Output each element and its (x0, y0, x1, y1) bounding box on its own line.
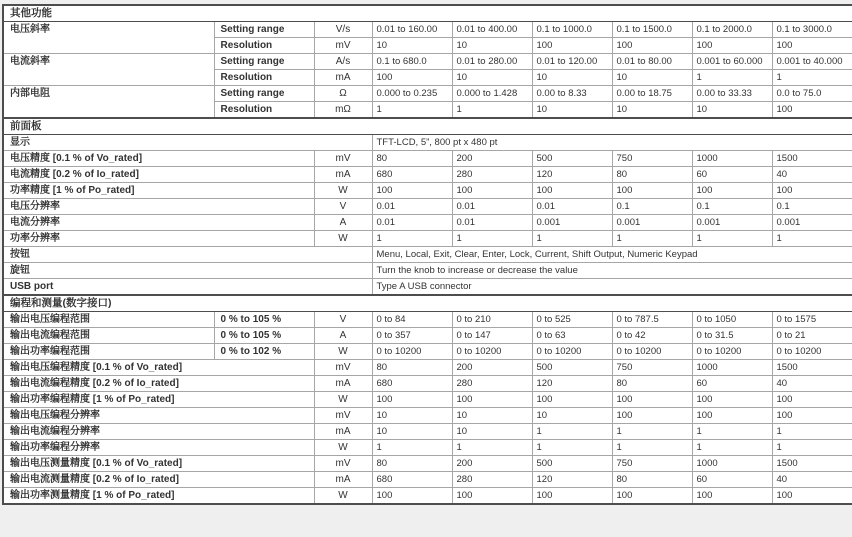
value-cell: 1 (692, 70, 772, 86)
value-cell: 0.001 to 60.000 (692, 54, 772, 70)
table-row (3, 22, 852, 38)
value-cell: 100 (452, 488, 532, 505)
value-cell: 100 (612, 408, 692, 424)
value-cell: 280 (452, 167, 532, 183)
value-cell: 10 (692, 102, 772, 119)
value-cell: 100 (692, 408, 772, 424)
value-cell: Menu, Local, Exit, Clear, Enter, Lock, Current, Shift Output, Numeric Keypad (372, 247, 852, 263)
value-cell: 100 (532, 488, 612, 505)
unit-cell: mA (314, 424, 372, 440)
value-cell: 100 (772, 408, 852, 424)
table-row (3, 456, 852, 472)
section-header: 其他功能 (3, 5, 852, 22)
row-label: 输出电压测量精度 [0.1 % of Vo_rated] (3, 456, 314, 472)
sub-label: 0 % to 102 % (214, 344, 314, 360)
value-cell: 1 (772, 440, 852, 456)
value-cell: 80 (372, 151, 452, 167)
value-cell: 40 (772, 376, 852, 392)
value-cell: 1500 (772, 456, 852, 472)
unit-cell: W (314, 440, 372, 456)
value-cell: 1 (772, 70, 852, 86)
row-label: 输出电流编程精度 [0.2 % of Io_rated] (3, 376, 314, 392)
value-cell: 100 (772, 488, 852, 505)
unit-cell: A (314, 215, 372, 231)
value-cell: 0 to 31.5 (692, 328, 772, 344)
value-cell: 280 (452, 472, 532, 488)
sub-label: 0 % to 105 % (214, 312, 314, 328)
value-cell: 0 to 10200 (452, 344, 532, 360)
table-row (3, 472, 852, 488)
table-row (3, 135, 852, 151)
unit-cell: mA (314, 472, 372, 488)
row-label: 显示 (3, 135, 372, 151)
value-cell: 0.001 (532, 215, 612, 231)
value-cell: 1 (532, 440, 612, 456)
unit-cell: mΩ (314, 102, 372, 119)
unit-cell: A/s (314, 54, 372, 70)
value-cell: 0.01 (452, 215, 532, 231)
value-cell: 0.01 to 160.00 (372, 22, 452, 38)
table-row (3, 424, 852, 440)
value-cell: 0.01 to 80.00 (612, 54, 692, 70)
table-row (3, 231, 852, 247)
value-cell: 10 (452, 408, 532, 424)
unit-cell: W (314, 231, 372, 247)
sub-label: Resolution (214, 102, 314, 119)
unit-cell: mV (314, 408, 372, 424)
value-cell: 10 (452, 70, 532, 86)
value-cell: 0.001 (772, 215, 852, 231)
row-label: 输出电流编程分辨率 (3, 424, 314, 440)
sub-label: 0 % to 105 % (214, 328, 314, 344)
value-cell: TFT-LCD, 5”, 800 pt x 480 pt (372, 135, 852, 151)
value-cell: 100 (692, 183, 772, 199)
value-cell: 1500 (772, 360, 852, 376)
value-cell: 680 (372, 167, 452, 183)
value-cell: 40 (772, 167, 852, 183)
value-cell: 10 (532, 408, 612, 424)
row-label: 电流精度 [0.2 % of Io_rated] (3, 167, 314, 183)
value-cell: 0.1 to 680.0 (372, 54, 452, 70)
row-label: 功率精度 [1 % of Po_rated] (3, 183, 314, 199)
value-cell: 0.001 to 40.000 (772, 54, 852, 70)
sub-label: Setting range (214, 22, 314, 38)
table-row (3, 440, 852, 456)
table-row (3, 328, 852, 344)
row-label: 输出电流编程范围 (3, 328, 214, 344)
unit-cell: Ω (314, 86, 372, 102)
value-cell: 1 (612, 440, 692, 456)
value-cell: 100 (452, 392, 532, 408)
row-label: 功率分辨率 (3, 231, 314, 247)
value-cell: 1 (532, 424, 612, 440)
value-cell: 10 (372, 38, 452, 54)
table-row (3, 488, 852, 505)
value-cell: 10 (612, 102, 692, 119)
table-row (3, 215, 852, 231)
value-cell: 10 (452, 38, 532, 54)
table-row (3, 408, 852, 424)
value-cell: 100 (532, 38, 612, 54)
unit-cell: mA (314, 167, 372, 183)
value-cell: 0.01 (532, 199, 612, 215)
unit-cell: mV (314, 151, 372, 167)
value-cell: 10 (532, 102, 612, 119)
row-label: 输出功率测量精度 [1 % of Po_rated] (3, 488, 314, 505)
value-cell: 500 (532, 151, 612, 167)
value-cell: Turn the knob to increase or decrease the value (372, 263, 852, 279)
unit-cell: mA (314, 376, 372, 392)
value-cell: 100 (692, 488, 772, 505)
row-label: USB port (3, 279, 372, 296)
value-cell: 0.01 (452, 199, 532, 215)
value-cell: Type A USB connector (372, 279, 852, 296)
value-cell: 0 to 357 (372, 328, 452, 344)
table-row (3, 183, 852, 199)
table-row (3, 344, 852, 360)
value-cell: 1 (452, 231, 532, 247)
row-label: 电流分辨率 (3, 215, 314, 231)
value-cell: 0.1 (772, 199, 852, 215)
value-cell: 10 (372, 424, 452, 440)
value-cell: 750 (612, 456, 692, 472)
value-cell: 80 (612, 167, 692, 183)
value-cell: 200 (452, 360, 532, 376)
row-label: 输出电压编程分辨率 (3, 408, 314, 424)
value-cell: 0.1 to 3000.0 (772, 22, 852, 38)
value-cell: 1 (372, 102, 452, 119)
row-label: 输出电压编程精度 [0.1 % of Vo_rated] (3, 360, 314, 376)
row-label: 输出功率编程精度 [1 % of Po_rated] (3, 392, 314, 408)
value-cell: 0 to 787.5 (612, 312, 692, 328)
value-cell: 1 (692, 440, 772, 456)
value-cell: 0.01 to 280.00 (452, 54, 532, 70)
value-cell: 10 (612, 70, 692, 86)
value-cell: 500 (532, 456, 612, 472)
value-cell: 100 (372, 183, 452, 199)
value-cell: 100 (612, 38, 692, 54)
value-cell: 80 (612, 472, 692, 488)
value-cell: 0 to 84 (372, 312, 452, 328)
unit-cell: V (314, 199, 372, 215)
value-cell: 1 (612, 424, 692, 440)
unit-cell: W (314, 183, 372, 199)
table-row (3, 54, 852, 70)
value-cell: 0.1 to 1500.0 (612, 22, 692, 38)
value-cell: 680 (372, 376, 452, 392)
value-cell: 1 (612, 231, 692, 247)
section-row (3, 5, 852, 22)
value-cell: 40 (772, 472, 852, 488)
value-cell: 1 (372, 440, 452, 456)
value-cell: 0.00 to 33.33 (692, 86, 772, 102)
value-cell: 10 (452, 424, 532, 440)
value-cell: 1 (772, 424, 852, 440)
unit-cell: A (314, 328, 372, 344)
unit-cell: mV (314, 456, 372, 472)
value-cell: 80 (612, 376, 692, 392)
value-cell: 0.000 to 1.428 (452, 86, 532, 102)
value-cell: 0 to 210 (452, 312, 532, 328)
value-cell: 120 (532, 376, 612, 392)
value-cell: 1000 (692, 151, 772, 167)
row-label: 输出电压编程范围 (3, 312, 214, 328)
value-cell: 100 (612, 392, 692, 408)
section-row (3, 295, 852, 312)
table-row (3, 199, 852, 215)
unit-cell: W (314, 488, 372, 505)
section-header: 编程和测量(数字接口) (3, 295, 852, 312)
value-cell: 100 (772, 392, 852, 408)
value-cell: 60 (692, 472, 772, 488)
value-cell: 0 to 10200 (612, 344, 692, 360)
value-cell: 0 to 525 (532, 312, 612, 328)
section-header: 前面板 (3, 118, 852, 135)
value-cell: 0.1 to 2000.0 (692, 22, 772, 38)
value-cell: 0 to 1050 (692, 312, 772, 328)
value-cell: 0 to 10200 (532, 344, 612, 360)
value-cell: 0.01 to 120.00 (532, 54, 612, 70)
unit-cell: W (314, 392, 372, 408)
value-cell: 100 (772, 183, 852, 199)
value-cell: 1 (452, 440, 532, 456)
value-cell: 0.000 to 0.235 (372, 86, 452, 102)
table-row (3, 263, 852, 279)
value-cell: 280 (452, 376, 532, 392)
value-cell: 100 (452, 183, 532, 199)
row-label: 输出功率编程分辨率 (3, 440, 314, 456)
sub-label: Resolution (214, 38, 314, 54)
value-cell: 0 to 63 (532, 328, 612, 344)
value-cell: 100 (372, 488, 452, 505)
table-row (3, 151, 852, 167)
value-cell: 750 (612, 360, 692, 376)
value-cell: 0.01 (372, 215, 452, 231)
sub-label: Setting range (214, 86, 314, 102)
value-cell: 0 to 10200 (692, 344, 772, 360)
value-cell: 100 (532, 183, 612, 199)
value-cell: 100 (532, 392, 612, 408)
value-cell: 0.00 to 8.33 (532, 86, 612, 102)
value-cell: 100 (692, 392, 772, 408)
value-cell: 100 (372, 70, 452, 86)
value-cell: 60 (692, 376, 772, 392)
row-label: 电压分辨率 (3, 199, 314, 215)
value-cell: 80 (372, 360, 452, 376)
row-label: 按钮 (3, 247, 372, 263)
table-row (3, 312, 852, 328)
table-row (3, 392, 852, 408)
value-cell: 0.001 (692, 215, 772, 231)
row-label: 电压精度 [0.1 % of Vo_rated] (3, 151, 314, 167)
unit-cell: W (314, 344, 372, 360)
table-row (3, 360, 852, 376)
value-cell: 1 (692, 231, 772, 247)
row-label: 输出电流测量精度 [0.2 % of Io_rated] (3, 472, 314, 488)
table-row (3, 86, 852, 102)
row-label: 电压斜率 (3, 22, 214, 54)
value-cell: 1500 (772, 151, 852, 167)
value-cell: 0.1 (612, 199, 692, 215)
value-cell: 1 (772, 231, 852, 247)
spec-table (2, 4, 852, 505)
section-row (3, 118, 852, 135)
value-cell: 0 to 10200 (772, 344, 852, 360)
unit-cell: mV (314, 360, 372, 376)
table-row (3, 247, 852, 263)
value-cell: 60 (692, 167, 772, 183)
row-label: 输出功率编程范围 (3, 344, 214, 360)
row-label: 旋钮 (3, 263, 372, 279)
value-cell: 100 (372, 392, 452, 408)
value-cell: 10 (372, 408, 452, 424)
value-cell: 500 (532, 360, 612, 376)
unit-cell: V/s (314, 22, 372, 38)
value-cell: 0 to 21 (772, 328, 852, 344)
table-row (3, 376, 852, 392)
table-row (3, 279, 852, 296)
value-cell: 1 (372, 231, 452, 247)
unit-cell: mV (314, 38, 372, 54)
value-cell: 680 (372, 472, 452, 488)
value-cell: 0.0 to 75.0 (772, 86, 852, 102)
value-cell: 1000 (692, 360, 772, 376)
row-label: 电流斜率 (3, 54, 214, 86)
value-cell: 0.00 to 18.75 (612, 86, 692, 102)
table-row (3, 167, 852, 183)
sub-label: Resolution (214, 70, 314, 86)
value-cell: 1000 (692, 456, 772, 472)
value-cell: 10 (532, 70, 612, 86)
value-cell: 120 (532, 167, 612, 183)
value-cell: 100 (612, 488, 692, 505)
value-cell: 200 (452, 151, 532, 167)
value-cell: 1 (452, 102, 532, 119)
value-cell: 0 to 147 (452, 328, 532, 344)
value-cell: 1 (532, 231, 612, 247)
value-cell: 0.001 (612, 215, 692, 231)
value-cell: 0 to 42 (612, 328, 692, 344)
value-cell: 1 (692, 424, 772, 440)
unit-cell: V (314, 312, 372, 328)
value-cell: 80 (372, 456, 452, 472)
value-cell: 100 (772, 102, 852, 119)
value-cell: 0.1 to 1000.0 (532, 22, 612, 38)
value-cell: 120 (532, 472, 612, 488)
value-cell: 100 (612, 183, 692, 199)
value-cell: 750 (612, 151, 692, 167)
row-label: 内部电阻 (3, 86, 214, 119)
value-cell: 100 (772, 38, 852, 54)
value-cell: 200 (452, 456, 532, 472)
value-cell: 0.01 (372, 199, 452, 215)
value-cell: 0 to 10200 (372, 344, 452, 360)
unit-cell: mA (314, 70, 372, 86)
value-cell: 0 to 1575 (772, 312, 852, 328)
sub-label: Setting range (214, 54, 314, 70)
value-cell: 0.1 (692, 199, 772, 215)
value-cell: 0.01 to 400.00 (452, 22, 532, 38)
value-cell: 100 (692, 38, 772, 54)
